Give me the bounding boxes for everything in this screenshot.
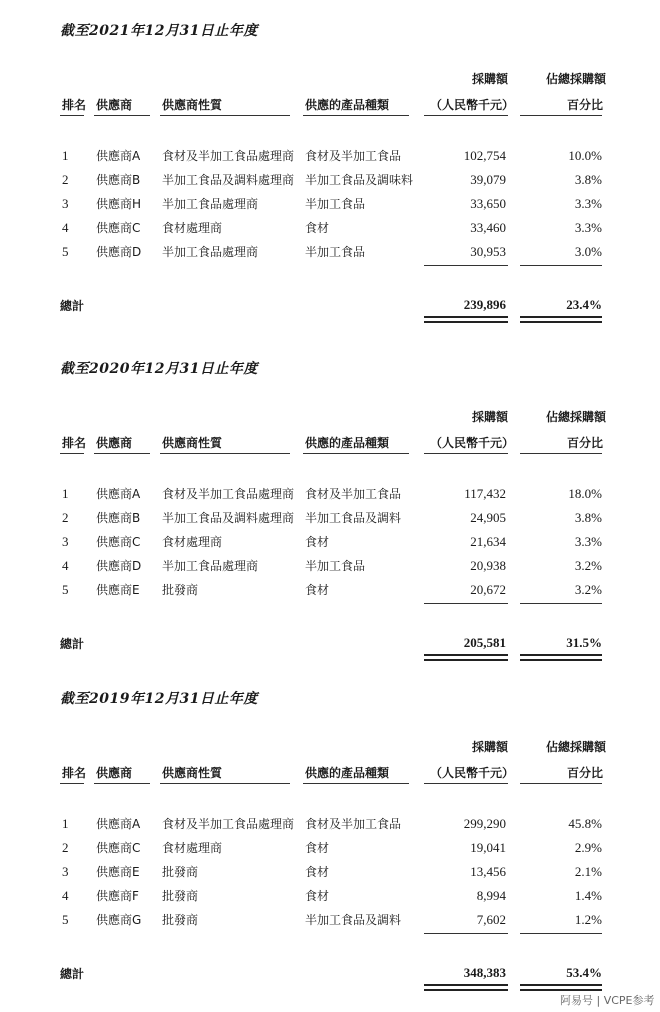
rank-cell: 1: [62, 148, 69, 163]
supplier-cell: 供應商A: [96, 817, 141, 831]
supplier-cell: 供應商A: [96, 487, 141, 501]
supplier-nature-cell: 食材處理商: [162, 841, 223, 855]
total-double-rule: [424, 316, 508, 323]
table-row: [0, 172, 660, 196]
header-amount-line1: 採購額: [472, 740, 509, 754]
purchase-pct-cell: 2.1%: [574, 864, 602, 879]
rank-cell: 1: [62, 486, 69, 501]
header-underline: [94, 115, 150, 116]
subtotal-rule: [424, 603, 508, 604]
purchase-pct-cell: 3.3%: [574, 196, 602, 211]
purchase-amount-cell: 39,079: [470, 172, 506, 187]
table-row: [0, 864, 660, 888]
rank-cell: 4: [62, 220, 69, 235]
purchase-pct-cell: 1.2%: [574, 912, 602, 927]
header-supplier: 供應商: [96, 766, 133, 780]
header-underline: [60, 783, 84, 784]
supplier-nature-cell: 食材處理商: [162, 221, 223, 235]
year-table-section: [0, 0, 660, 320]
total-label: 總計: [60, 299, 85, 313]
product-type-cell: 食材及半加工食品: [305, 149, 402, 163]
header-underline: [520, 453, 602, 454]
total-pct: 31.5%: [566, 635, 602, 650]
header-pct-line1: 佔總採購額: [546, 72, 607, 86]
purchase-pct-cell: 3.3%: [574, 534, 602, 549]
section-title: 截至2020年12月31日止年度: [60, 361, 258, 377]
total-double-rule: [424, 654, 508, 661]
header-underline: [520, 783, 602, 784]
header-nature: 供應商性質: [162, 766, 223, 780]
rank-cell: 3: [62, 196, 69, 211]
table-row: [0, 486, 660, 510]
total-double-rule: [520, 316, 602, 323]
rank-cell: 5: [62, 582, 69, 597]
header-pct-line2: 百分比: [567, 436, 604, 450]
purchase-amount-cell: 117,432: [464, 486, 506, 501]
header-underline: [94, 453, 150, 454]
rank-cell: 3: [62, 864, 69, 879]
supplier-nature-cell: 食材及半加工食品處理商: [162, 817, 295, 831]
header-supplier: 供應商: [96, 98, 133, 112]
header-underline: [160, 453, 290, 454]
product-type-cell: 食材: [305, 841, 330, 855]
subtotal-rule: [424, 265, 508, 266]
header-underline: [303, 453, 409, 454]
product-type-cell: 半加工食品及調料: [305, 913, 402, 927]
purchase-pct-cell: 3.2%: [574, 582, 602, 597]
supplier-cell: 供應商D: [96, 559, 142, 573]
total-amount: 348,383: [463, 965, 506, 980]
purchase-amount-cell: 33,650: [470, 196, 506, 211]
supplier-cell: 供應商G: [96, 913, 142, 927]
supplier-cell: 供應商F: [96, 889, 139, 903]
table-row: [0, 196, 660, 220]
product-type-cell: 食材及半加工食品: [305, 487, 402, 501]
table-row: [0, 888, 660, 912]
subtotal-rule: [520, 603, 602, 604]
product-type-cell: 食材: [305, 221, 330, 235]
header-amount-line1: 採購額: [472, 72, 509, 86]
header-amount-line1: 採購額: [472, 410, 509, 424]
section-title: 截至2021年12月31日止年度: [60, 23, 258, 39]
total-amount: 205,581: [463, 635, 506, 650]
header-pct-line1: 佔總採購額: [546, 740, 607, 754]
purchase-amount-cell: 21,634: [470, 534, 506, 549]
supplier-cell: 供應商C: [96, 221, 141, 235]
supplier-cell: 供應商A: [96, 149, 141, 163]
header-underline: [94, 783, 150, 784]
table-row: [0, 148, 660, 172]
header-underline: [424, 115, 508, 116]
header-underline: [303, 115, 409, 116]
purchase-amount-cell: 7,602: [476, 912, 506, 927]
purchase-amount-cell: 30,953: [470, 244, 506, 259]
header-rank: 排名: [62, 436, 87, 450]
rank-cell: 1: [62, 816, 69, 831]
product-type-cell: 食材: [305, 865, 330, 879]
table-row: [0, 510, 660, 534]
purchase-amount-cell: 8,994: [476, 888, 506, 903]
purchase-amount-cell: 299,290: [463, 816, 506, 831]
supplier-nature-cell: 批發商: [162, 889, 199, 903]
header-underline: [60, 115, 84, 116]
subtotal-rule: [520, 933, 602, 934]
header-rank: 排名: [62, 766, 87, 780]
rank-cell: 2: [62, 840, 69, 855]
product-type-cell: 半加工食品: [305, 559, 366, 573]
purchase-amount-cell: 19,041: [470, 840, 506, 855]
table-row: [0, 220, 660, 244]
purchase-amount-cell: 13,456: [470, 864, 506, 879]
supplier-nature-cell: 批發商: [162, 865, 199, 879]
header-supplier: 供應商: [96, 436, 133, 450]
rank-cell: 2: [62, 510, 69, 525]
supplier-cell: 供應商D: [96, 245, 142, 259]
supplier-nature-cell: 半加工食品處理商: [162, 245, 259, 259]
supplier-nature-cell: 半加工食品及調料處理商: [162, 511, 295, 525]
purchase-pct-cell: 1.4%: [574, 888, 602, 903]
rank-cell: 5: [62, 912, 69, 927]
header-product: 供應的產品種類: [305, 436, 390, 450]
purchase-amount-cell: 20,938: [470, 558, 506, 573]
rank-cell: 4: [62, 558, 69, 573]
purchase-amount-cell: 102,754: [463, 148, 506, 163]
total-double-rule: [424, 984, 508, 991]
header-product: 供應的產品種類: [305, 98, 390, 112]
header-underline: [160, 783, 290, 784]
purchase-pct-cell: 3.3%: [574, 220, 602, 235]
subtotal-rule: [424, 933, 508, 934]
purchase-amount-cell: 33,460: [470, 220, 506, 235]
product-type-cell: 食材及半加工食品: [305, 817, 402, 831]
supplier-cell: 供應商E: [96, 583, 140, 597]
header-product: 供應的產品種類: [305, 766, 390, 780]
table-row: [0, 558, 660, 582]
supplier-nature-cell: 批發商: [162, 913, 199, 927]
total-label: 總計: [60, 637, 85, 651]
total-pct: 53.4%: [566, 965, 602, 980]
year-table-section: [0, 338, 660, 658]
supplier-cell: 供應商H: [96, 197, 142, 211]
table-row: [0, 534, 660, 558]
supplier-nature-cell: 食材處理商: [162, 535, 223, 549]
supplier-cell: 供應商B: [96, 511, 141, 525]
table-row: [0, 816, 660, 840]
header-underline: [160, 115, 290, 116]
purchase-pct-cell: 3.8%: [574, 172, 602, 187]
header-amount-line2: （人民幣千元）: [430, 98, 515, 112]
supplier-nature-cell: 食材及半加工食品處理商: [162, 149, 295, 163]
total-double-rule: [520, 984, 602, 991]
rank-cell: 2: [62, 172, 69, 187]
header-pct-line1: 佔總採購額: [546, 410, 607, 424]
rank-cell: 4: [62, 888, 69, 903]
header-underline: [60, 453, 84, 454]
purchase-amount-cell: 20,672: [470, 582, 506, 597]
total-label: 總計: [60, 967, 85, 981]
product-type-cell: 半加工食品: [305, 197, 366, 211]
year-table-section: [0, 668, 660, 988]
header-amount-line2: （人民幣千元）: [430, 766, 515, 780]
header-pct-line2: 百分比: [567, 766, 604, 780]
header-underline: [520, 115, 602, 116]
supplier-nature-cell: 半加工食品處理商: [162, 559, 259, 573]
supplier-nature-cell: 批發商: [162, 583, 199, 597]
supplier-cell: 供應商C: [96, 841, 141, 855]
purchase-pct-cell: 18.0%: [568, 486, 602, 501]
product-type-cell: 半加工食品及調味料: [305, 173, 414, 187]
product-type-cell: 食材: [305, 535, 330, 549]
watermark: 阿易号 | VCPE参考: [560, 994, 655, 1007]
header-underline: [424, 453, 508, 454]
header-underline: [303, 783, 409, 784]
product-type-cell: 食材: [305, 889, 330, 903]
total-double-rule: [520, 654, 602, 661]
purchase-amount-cell: 24,905: [470, 510, 506, 525]
rank-cell: 5: [62, 244, 69, 259]
header-nature: 供應商性質: [162, 436, 223, 450]
header-underline: [424, 783, 508, 784]
header-nature: 供應商性質: [162, 98, 223, 112]
subtotal-rule: [520, 265, 602, 266]
supplier-cell: 供應商E: [96, 865, 140, 879]
header-amount-line2: （人民幣千元）: [430, 436, 515, 450]
table-row: [0, 840, 660, 864]
product-type-cell: 半加工食品: [305, 245, 366, 259]
supplier-cell: 供應商C: [96, 535, 141, 549]
rank-cell: 3: [62, 534, 69, 549]
purchase-pct-cell: 45.8%: [568, 816, 602, 831]
total-pct: 23.4%: [566, 297, 602, 312]
product-type-cell: 半加工食品及調料: [305, 511, 402, 525]
total-amount: 239,896: [463, 297, 506, 312]
purchase-pct-cell: 10.0%: [568, 148, 602, 163]
supplier-cell: 供應商B: [96, 173, 141, 187]
supplier-nature-cell: 食材及半加工食品處理商: [162, 487, 295, 501]
header-pct-line2: 百分比: [567, 98, 604, 112]
product-type-cell: 食材: [305, 583, 330, 597]
section-title: 截至2019年12月31日止年度: [60, 691, 258, 707]
purchase-pct-cell: 3.0%: [574, 244, 602, 259]
header-rank: 排名: [62, 98, 87, 112]
purchase-pct-cell: 3.2%: [574, 558, 602, 573]
purchase-pct-cell: 3.8%: [574, 510, 602, 525]
supplier-nature-cell: 半加工食品及調料處理商: [162, 173, 295, 187]
purchase-pct-cell: 2.9%: [574, 840, 602, 855]
supplier-nature-cell: 半加工食品處理商: [162, 197, 259, 211]
